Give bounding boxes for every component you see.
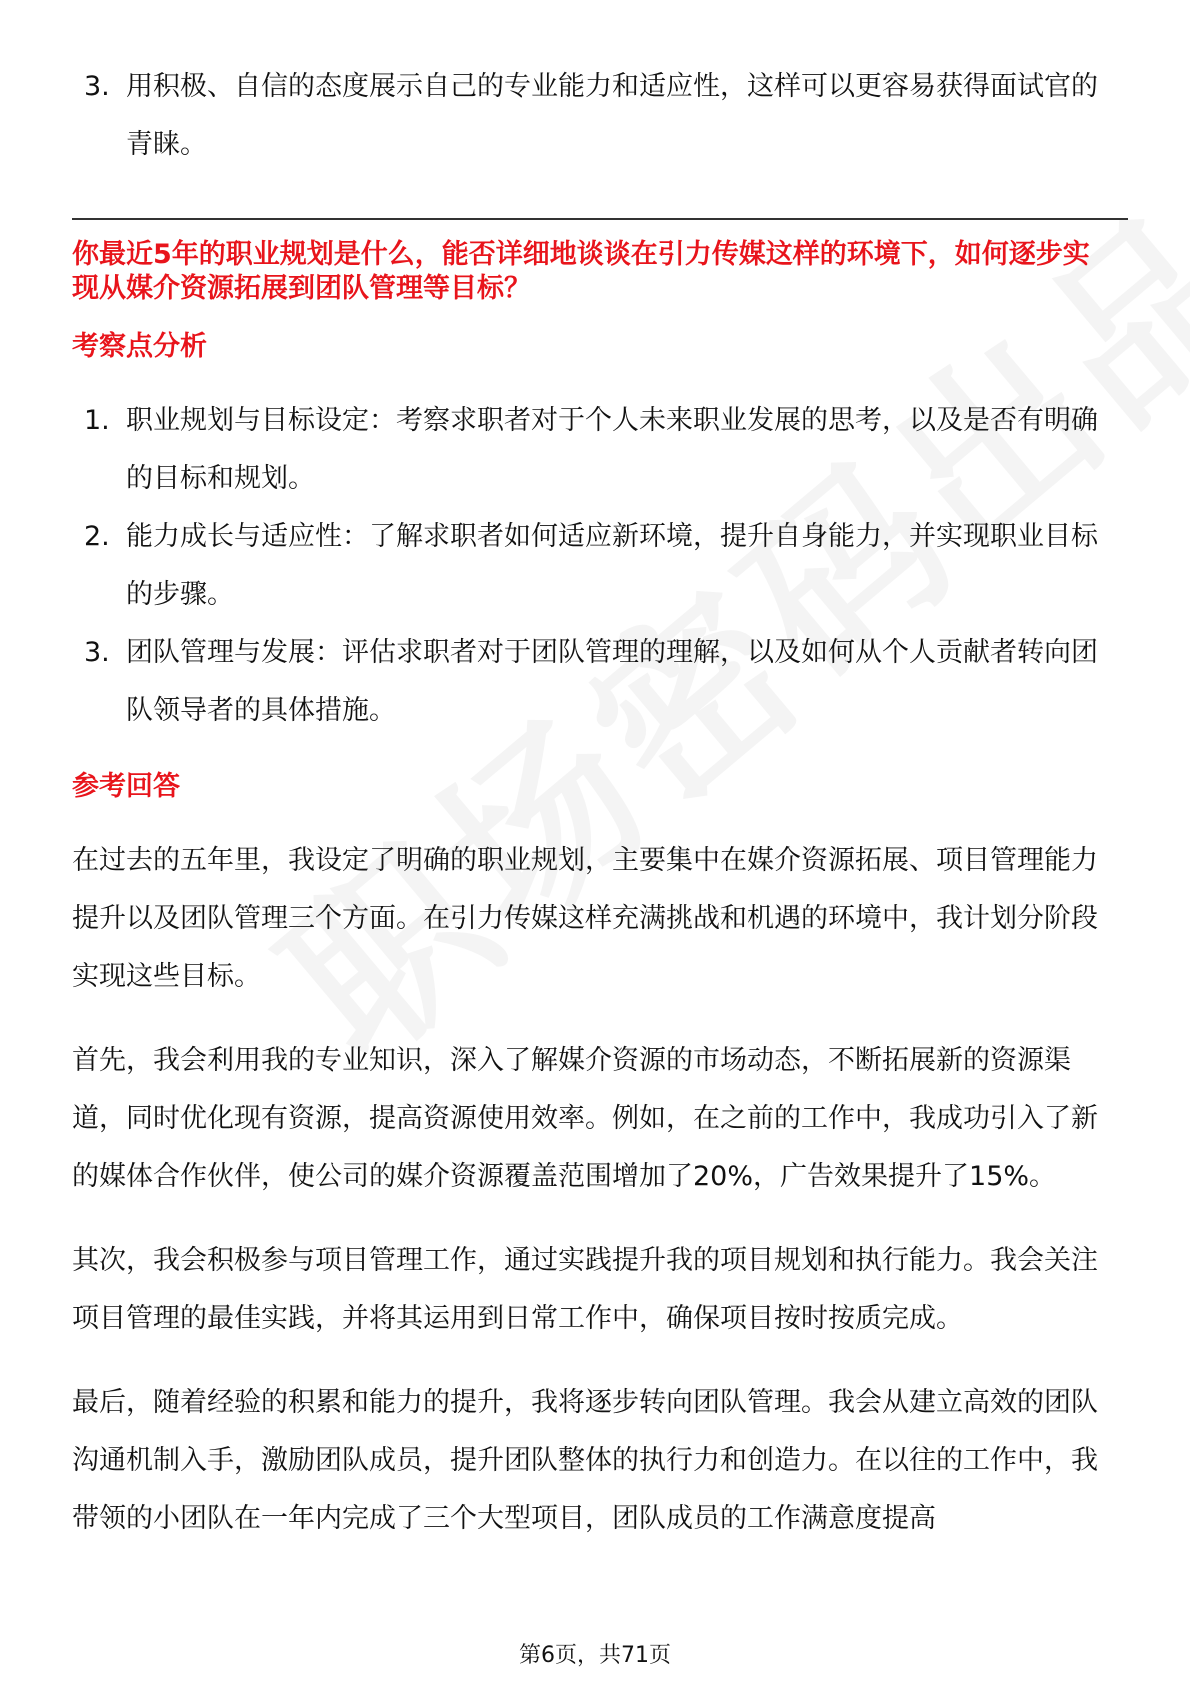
page-footer: 第6页，共71页	[519, 1643, 671, 1668]
list-item	[72, 508, 1122, 624]
analysis-list	[72, 392, 1122, 740]
list-item-text: 用积极、自信的态度展示自己的专业能力和适应性，这样可以更容易获得面试官的青睐。	[126, 71, 1098, 160]
list-item-number: 3.	[84, 71, 110, 102]
list-item-text: 职业规划与目标设定：考察求职者对于个人未来职业发展的思考，以及是否有明确的目标和规划。	[126, 405, 1098, 494]
list-item	[72, 624, 1122, 740]
previous-answer-list	[72, 58, 1122, 174]
list-item	[72, 392, 1122, 508]
list-item-number: 3.	[84, 637, 110, 668]
section-divider	[72, 218, 1128, 220]
list-item-text: 能力成长与适应性：了解求职者如何适应新环境，提升自身能力，并实现职业目标的步骤。	[126, 521, 1098, 610]
list-item-number: 1.	[84, 405, 110, 436]
list-item-number: 2.	[84, 521, 110, 552]
list-item	[72, 58, 1122, 174]
answer-paragraph: 其次，我会积极参与项目管理工作，通过实践提升我的项目规划和执行能力。我会关注项目管理的最佳实践，并将其运用到日常工作中，确保项目按时按质完成。	[72, 1245, 1098, 1334]
question-heading: 你最近5年的职业规划是什么，能否详细地谈谈在引力传媒这样的环境下，如何逐步实现从媒介资源拓展到团队管理等目标？	[72, 239, 1090, 304]
answer-title: 参考回答	[72, 771, 180, 802]
list-item-text: 团队管理与发展：评估求职者对于团队管理的理解，以及如何从个人贡献者转向团队领导者的具体措施。	[126, 637, 1098, 726]
page-content	[72, 58, 1122, 1548]
answer-paragraph: 首先，我会利用我的专业知识，深入了解媒介资源的市场动态，不断拓展新的资源渠道，同时优化现有资源，提高资源使用效率。例如，在之前的工作中，我成功引入了新的媒体合作伙伴，使公司的媒介资源覆盖范围增加了20%，广告效果提升了15%。	[72, 1045, 1098, 1192]
answer-paragraph: 在过去的五年里，我设定了明确的职业规划，主要集中在媒介资源拓展、项目管理能力提升以及团队管理三个方面。在引力传媒这样充满挑战和机遇的环境中，我计划分阶段实现这些目标。	[72, 845, 1098, 992]
analysis-title: 考察点分析	[72, 331, 207, 362]
answer-paragraph: 最后，随着经验的积累和能力的提升，我将逐步转向团队管理。我会从建立高效的团队沟通机制入手，激励团队成员，提升团队整体的执行力和创造力。在以往的工作中，我带领的小团队在一年内完成了三个大型项目，团队成员的工作满意度提高	[72, 1387, 1098, 1534]
